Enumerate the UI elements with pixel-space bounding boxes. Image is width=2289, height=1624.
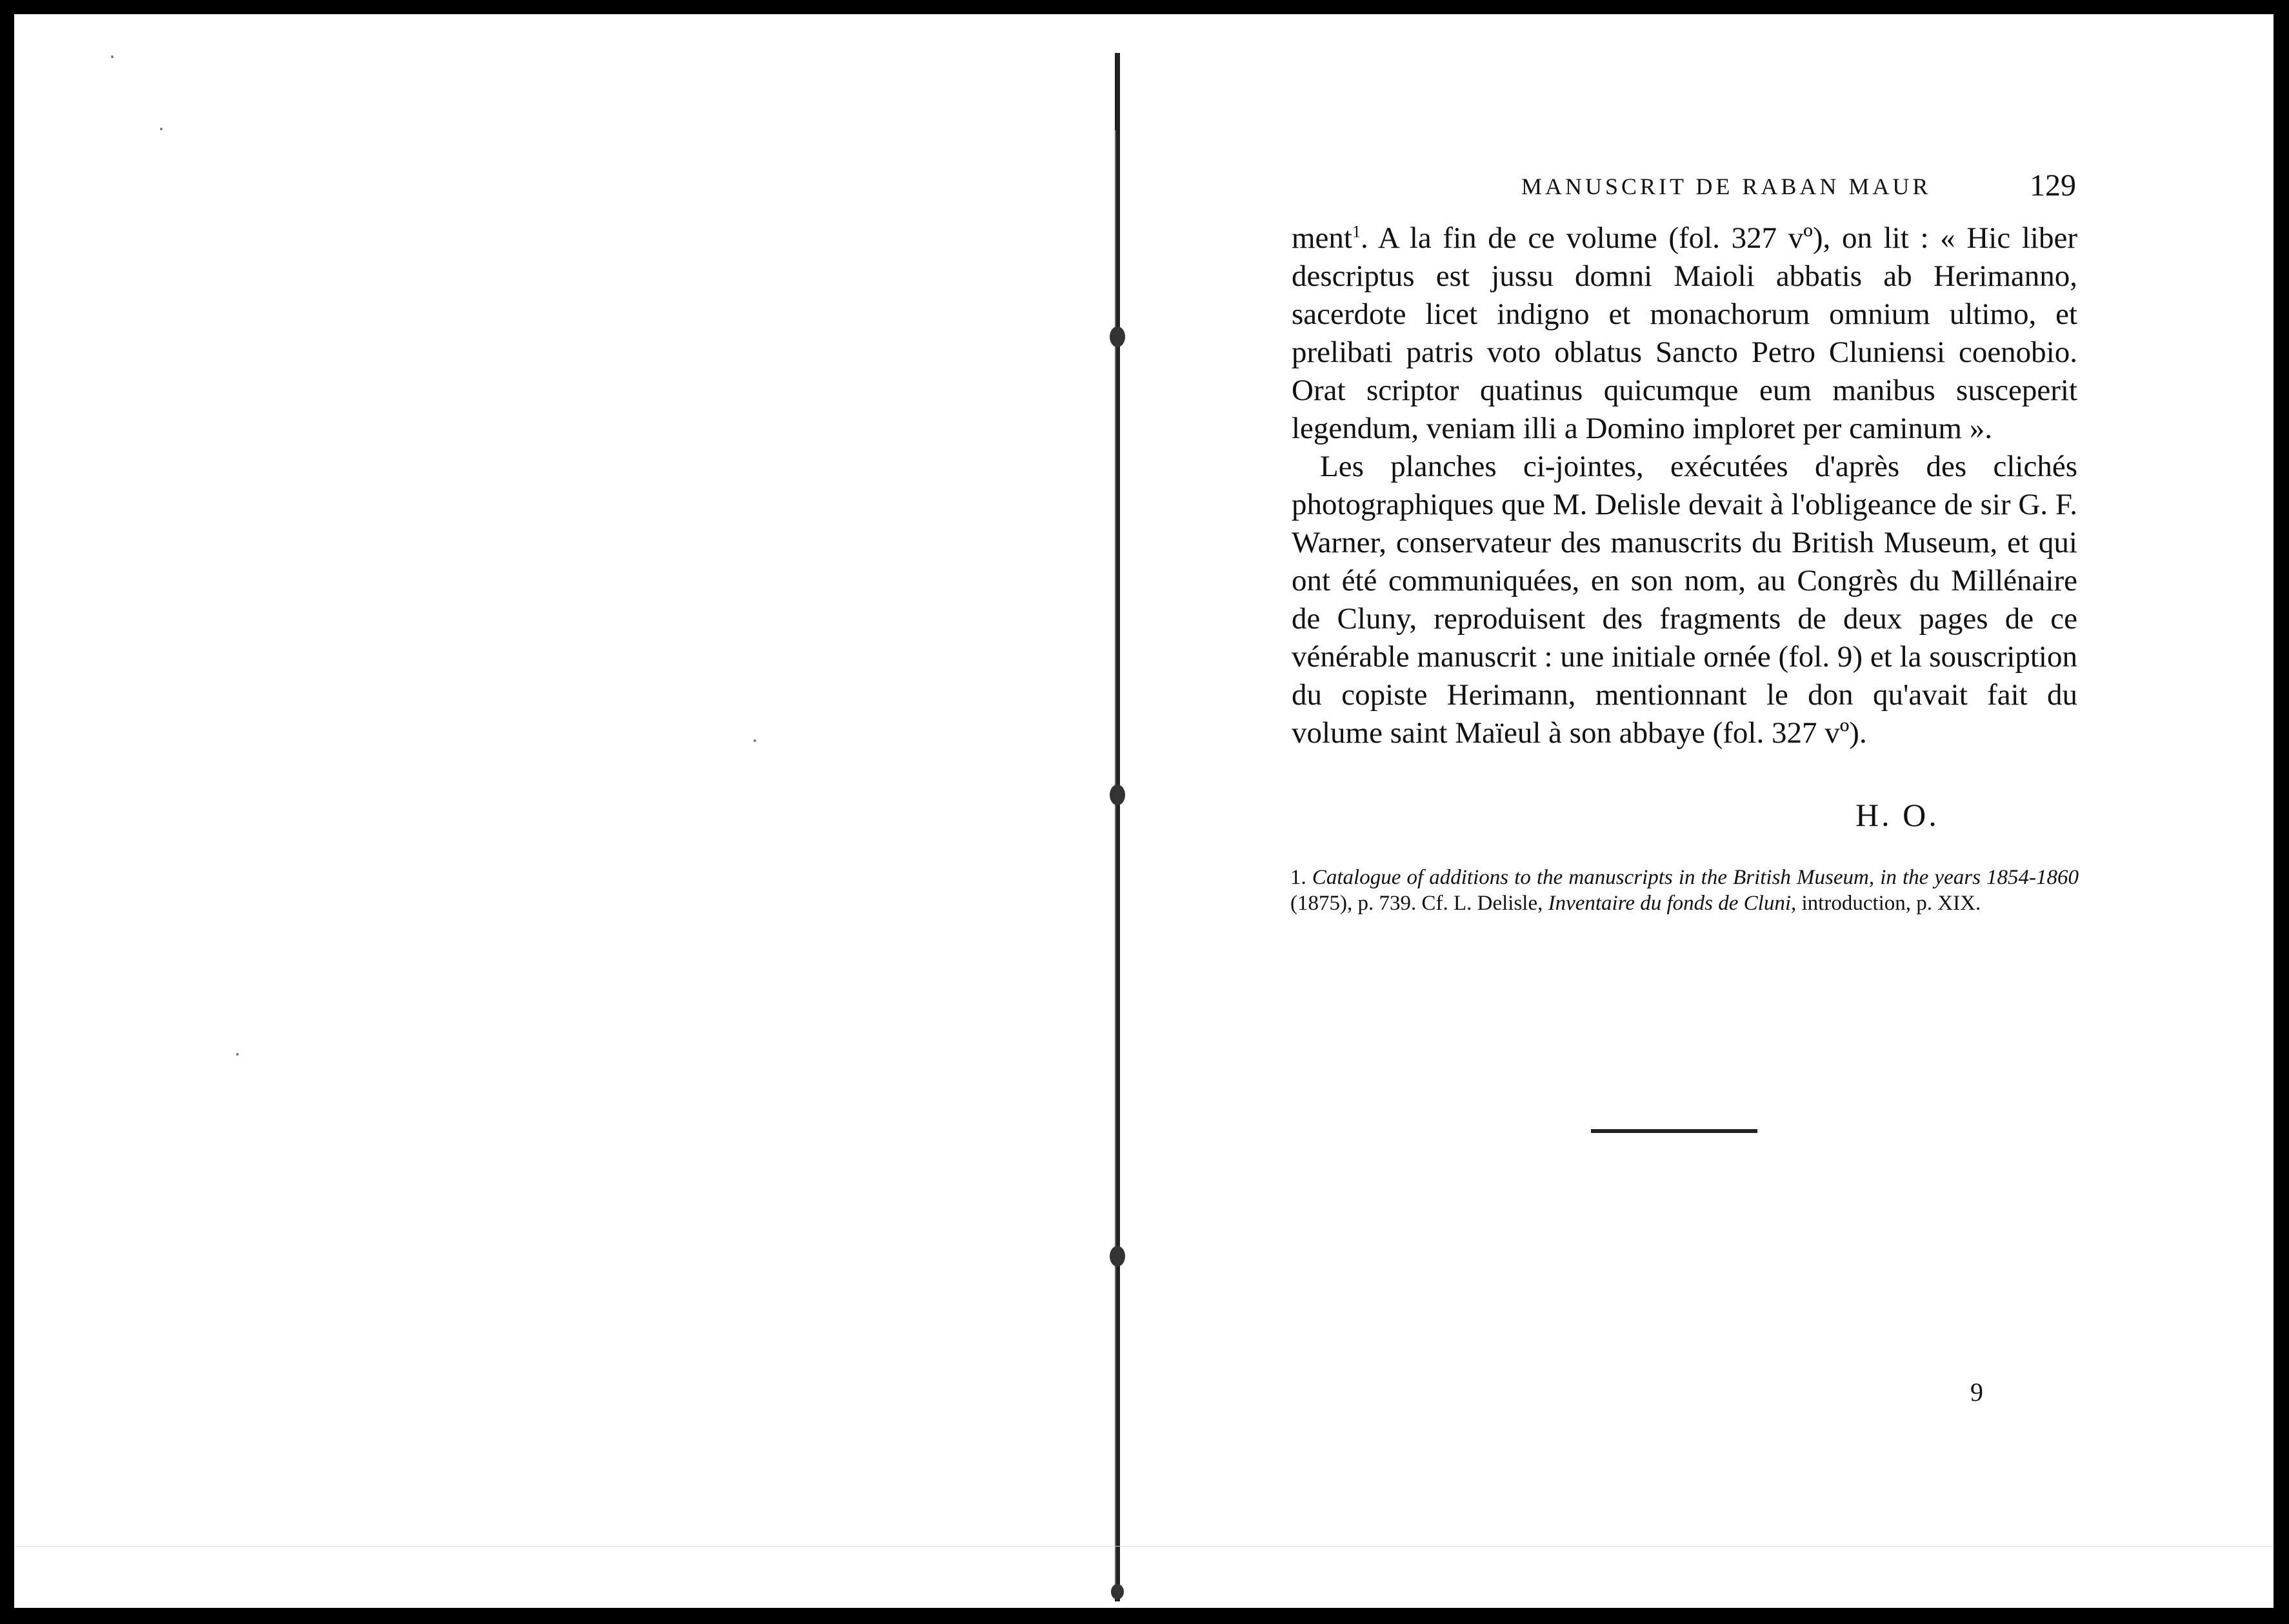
author-signature: H. O. bbox=[1855, 797, 1939, 833]
paragraph-2: Les planches ci-jointes, exécutées d'après des clichés photographiques que M. Delisle devait à l'obligeance de sir G. F. Warner, conservateur des manuscrits du British Museum, et qui ont été communiquées, en son nom, au Congrès du Millénaire de Cluny, reproduisent des fragments de deux pages de ce vénérable manuscrit : une initiale ornée (fol. 9) et la souscription du copiste Herimann, mentionnant le don qu'avait fait du volume saint Maïeul à son abbaye (fol. 327 vº). bbox=[1292, 450, 2077, 750]
scan-speck bbox=[754, 739, 756, 742]
footnote-reference: 1 bbox=[1352, 222, 1361, 241]
footnote bbox=[1290, 865, 2079, 916]
scanned-spread bbox=[14, 14, 2274, 1608]
signature-mark: 9 bbox=[1970, 1378, 1983, 1407]
paragraph-1-text: . A la fin de ce volume (fol. 327 vº), on lit : « Hic liber descriptus est jussu domni Maioli abbatis ab Herimanno, sacerdote licet indigno et monachorum omnium ultimo, et prelibati patris voto oblatus Sancto Petro Cluniensi coenobio. Orat scriptor quatinus quicumque eum manibus susceperit legendum, veniam illi a Domino imploret per caminum ». bbox=[1292, 221, 2077, 445]
left-blank-page bbox=[14, 14, 1079, 1608]
running-header bbox=[1521, 168, 2076, 206]
body-text bbox=[1292, 219, 2077, 752]
scan-fold-line bbox=[14, 1546, 2274, 1547]
running-title: MANUSCRIT DE RABAN MAUR bbox=[1521, 174, 1932, 199]
section-divider bbox=[1591, 1129, 1757, 1133]
footnote-inventory-title: Inventaire du fonds de Cluni, bbox=[1548, 892, 1797, 915]
scan-speck bbox=[160, 128, 163, 130]
binding-thread-icon bbox=[1110, 53, 1125, 1601]
scan-speck bbox=[111, 55, 114, 58]
footnote-citation: (1875), p. 739. Cf. L. Delisle, bbox=[1290, 892, 1543, 915]
paragraph-1 bbox=[1292, 219, 2077, 448]
paragraph-1-lead: ment bbox=[1292, 221, 1352, 255]
footnote-number: 1. bbox=[1290, 866, 1306, 889]
binding-spine bbox=[1110, 53, 1125, 1601]
scan-speck bbox=[236, 1053, 239, 1056]
page-number: 129 bbox=[2030, 168, 2076, 203]
footnote-catalogue-title: Catalogue of additions to the manuscripts in the British Museum, in the years 1854-1860 bbox=[1312, 866, 2079, 889]
footnote-end: introduction, p. XIX. bbox=[1801, 892, 1981, 915]
